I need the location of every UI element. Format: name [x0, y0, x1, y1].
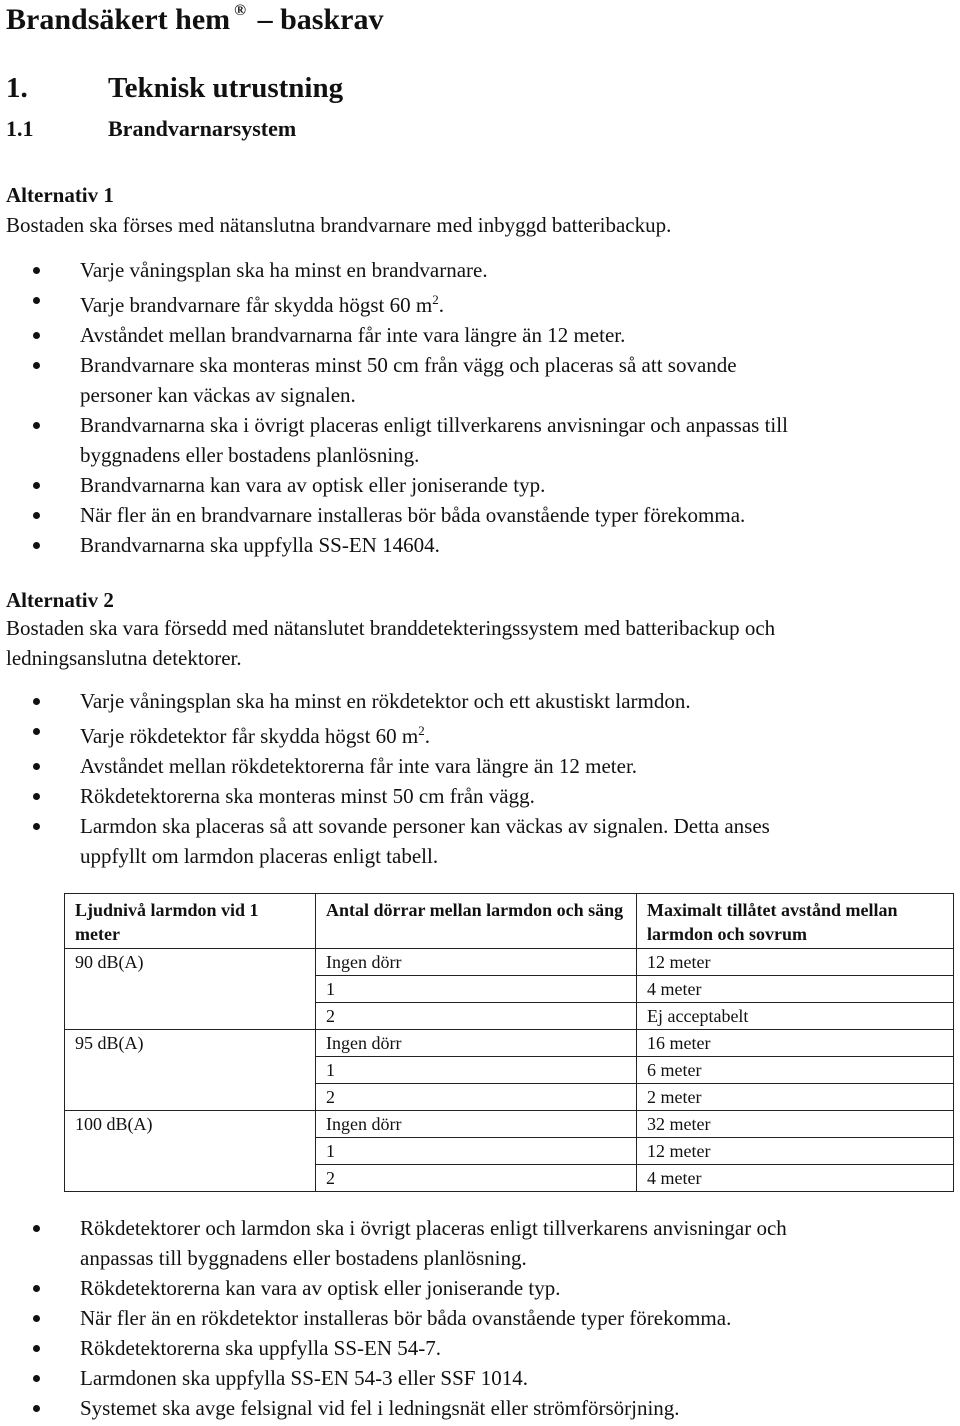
header-door-count: Antal dörrar mellan larmdon och säng	[316, 894, 637, 949]
table-row: 95 dB(A) Ingen dörr 16 meter	[65, 1030, 954, 1057]
bullet-icon	[33, 1345, 40, 1352]
alt1-heading: Alternativ 1	[6, 183, 114, 207]
table-row: 2 4 meter	[65, 1165, 954, 1192]
bullet-icon	[33, 1315, 40, 1322]
list-item: Brandvarnarna ska i övrigt placeras enligt tillverkarens anvisningar och anpassas till byggnadens eller bostadens planlösning.	[0, 410, 788, 470]
table-row: 1 12 meter	[65, 1138, 954, 1165]
bullet-icon	[33, 482, 40, 489]
bullet-icon	[33, 1225, 40, 1232]
list-item: Larmdonen ska uppfylla SS-EN 54-3 eller SSF 1014.	[0, 1363, 787, 1393]
bullet-icon	[33, 362, 40, 369]
list-item: När fler än en brandvarnare installeras bör båda ovanstående typer förekomma.	[0, 500, 788, 530]
alt2-intro-line-2: ledningsanslutna detektorer.	[6, 646, 242, 670]
list-item: När fler än en rökdetektor installeras bör båda ovanstående typer förekomma.	[0, 1303, 787, 1333]
section-1-number: 1.	[6, 72, 28, 104]
table-header-row	[65, 894, 954, 949]
list-item: Varje våningsplan ska ha minst en rökdetektor och ett akustiskt larmdon.	[0, 686, 770, 716]
list-item: Rökdetektorerna ska monteras minst 50 cm från vägg.	[0, 781, 770, 811]
alt2-bullet-list	[0, 686, 770, 871]
bullet-icon	[33, 1285, 40, 1292]
alt1-intro: Bostaden ska förses med nätanslutna brandvarnare med inbyggd batteribackup.	[6, 213, 672, 237]
bullet-icon	[33, 728, 40, 735]
title-suffix: – baskrav	[257, 3, 384, 36]
list-item: Brandvarnarna kan vara av optisk eller joniserande typ.	[0, 470, 788, 500]
list-item: Brandvarnare ska monteras minst 50 cm från vägg och placeras så att sovande personer kan väckas av signalen.	[0, 350, 788, 410]
list-item: Varje våningsplan ska ha minst en brandvarnare.	[0, 255, 788, 285]
alt2-heading: Alternativ 2	[6, 588, 114, 612]
bullet-icon	[33, 332, 40, 339]
bullet-icon	[33, 823, 40, 830]
bullet-icon	[33, 1405, 40, 1412]
list-item: Avståndet mellan rökdetektorerna får inte vara längre än 12 meter.	[0, 751, 770, 781]
bullet-icon	[33, 763, 40, 770]
bullet-icon	[33, 512, 40, 519]
table-row: 2 2 meter	[65, 1084, 954, 1111]
list-item: Varje brandvarnare får skydda högst 60 $m^2$.	[0, 285, 788, 320]
table-row: 2 Ej acceptabelt	[65, 1003, 954, 1030]
list-item: Systemet ska avge felsignal vid fel i ledningsnät eller strömförsörjning.	[0, 1393, 787, 1423]
list-item: Varje rökdetektor får skydda högst 60 $m^2$.	[0, 716, 770, 751]
list-item: Brandvarnarna ska uppfylla SS-EN 14604.	[0, 530, 788, 560]
table-row: 1 6 meter	[65, 1057, 954, 1084]
header-max-distance: Maximalt tillåtet avstånd mellan larmdon och sovrum	[637, 894, 954, 949]
bullet-icon	[33, 422, 40, 429]
table-row: 1 4 meter	[65, 976, 954, 1003]
list-item: Larmdon ska placeras så att sovande personer kan väckas av signalen. Detta anses uppfyllt om larmdon placeras enligt tabell.	[0, 811, 770, 871]
list-item: Rökdetektorerna kan vara av optisk eller joniserande typ.	[0, 1273, 787, 1303]
bullet-icon	[33, 542, 40, 549]
document-title	[6, 2, 383, 37]
list-item: Rökdetektorerna ska uppfylla SS-EN 54-7.	[0, 1333, 787, 1363]
section-1-heading: Teknisk utrustning	[108, 72, 344, 104]
alt2-intro-line-1: Bostaden ska vara försedd med nätanslutet branddetekteringssystem med batteribackup och	[6, 616, 776, 640]
alarm-distance-table	[64, 893, 954, 1192]
table-row: 90 dB(A) Ingen dörr 12 meter	[65, 949, 954, 976]
alt1-bullet-list	[0, 255, 788, 560]
bullet-icon	[33, 698, 40, 705]
final-bullet-list	[0, 1213, 787, 1423]
table-row: 100 dB(A) Ingen dörr 32 meter	[65, 1111, 954, 1138]
list-item: Rökdetektorer och larmdon ska i övrigt placeras enligt tillverkarens anvisningar och anpassas till byggnadens eller bostadens planlösning.	[0, 1213, 787, 1273]
bullet-icon	[33, 1375, 40, 1382]
registered-mark: ®	[234, 2, 247, 19]
title-text: Brandsäkert hem	[6, 3, 231, 36]
section-1-1-number: 1.1	[6, 116, 34, 141]
section-1-1-heading: Brandvarnarsystem	[108, 116, 297, 141]
bullet-icon	[33, 267, 40, 274]
bullet-icon	[33, 793, 40, 800]
header-sound-level: Ljudnivå larmdon vid 1 meter	[65, 894, 316, 949]
list-item: Avståndet mellan brandvarnarna får inte vara längre än 12 meter.	[0, 320, 788, 350]
bullet-icon	[33, 297, 40, 304]
